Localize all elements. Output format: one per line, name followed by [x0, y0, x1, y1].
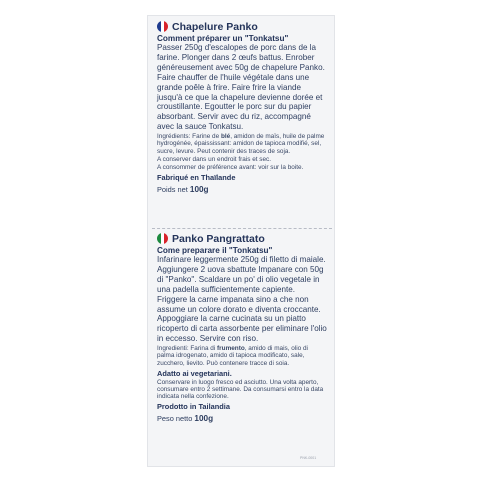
flag-stripe-red	[164, 21, 168, 32]
flag-stripe-red	[164, 233, 168, 244]
french-title: Chapelure Panko	[172, 20, 258, 33]
italian-header	[157, 232, 327, 245]
italian-weight-value: 100g	[194, 414, 214, 424]
italian-section	[157, 232, 327, 423]
french-ingredients-prefix: Ingrédients: Farine de	[157, 133, 221, 141]
italian-storage: Conservare in luogo fresco ed asciutto. Una volta aperto, consumare entro 2 settimane. Da consumarsi entro la data indicata nella confezione.	[157, 378, 324, 401]
section-divider	[152, 228, 332, 229]
french-weight-label: Poids net	[157, 185, 188, 195]
french-subtitle: Comment préparer un "Tonkatsu"	[157, 34, 289, 43]
italian-origin: Prodotto in Tailandia	[157, 402, 230, 412]
french-ingredients	[157, 133, 327, 155]
french-weight-value: 100g	[189, 185, 209, 195]
italian-instructions: Infarinare leggermente 250g di filetto di maiale. Aggiungere 2 uova sbattute Impanare con 50g di "Panko". Scaldare un po' di olio vegetale in una padella sufficientemente capiente. Friggere la carne impanata sino a che non assume un colore dorato e diventa croccante. Appoggiare la carne cucinata su un piatto ricoperto di carta assorbente per eliminare l'olio in eccesso. Servire con riso.	[157, 255, 327, 344]
italian-title: Panko Pangrattato	[172, 232, 265, 245]
french-storage: A conserver dans un endroit frais et sec.	[157, 155, 272, 163]
french-weight	[157, 185, 327, 194]
french-header	[157, 20, 327, 33]
italian-ingredients-suffix: , amido di mais, olio di palma idrogenato, amido di tapioca modificato, sale, zucchero, lievito. Può contenere tracce di soia.	[157, 345, 308, 367]
product-code: PNK-0001	[300, 456, 317, 460]
french-section	[157, 20, 327, 194]
italian-ingredients-prefix: Ingredienti: Farina di	[157, 345, 218, 353]
italian-allergen: frumento	[217, 345, 245, 353]
italian-weight	[157, 414, 327, 423]
french-instructions: Passer 250g d'escalopes de porc dans de la farine. Plonger dans 2 œufs battus. Enrober généreusement avec 50g de chapelure Panko. Faire chauffer de l'huile végétale dans une grande poêle à frire. Faire frire la viande jusqu'à ce que la chapelure devienne dorée et croustillante. Egoutter le porc sur du papier absorbant. Servir avec du riz, accompagné avec la sauce Tonkatsu.	[157, 43, 325, 132]
italian-suitable: Adatto ai vegetariani.	[157, 368, 232, 378]
italian-weight-label: Peso netto	[157, 414, 193, 424]
italian-subtitle: Come preparare il "Tonkatsu"	[157, 246, 273, 255]
italian-flag-icon	[157, 233, 168, 244]
italian-ingredients	[157, 345, 327, 367]
french-allergen: blé	[220, 133, 231, 141]
french-flag-icon	[157, 21, 168, 32]
french-ingredients-suffix: , amidon de maïs, huile de palme hydrogénée, épaississant: amidon de tapioca modifié, sel, sucre, levure. Peut contenir des traces de soja.	[157, 133, 325, 155]
french-origin: Fabriqué en Thaïlande	[157, 173, 236, 183]
french-best-before: A consommer de préférence avant: voir sur la boite.	[157, 163, 304, 171]
